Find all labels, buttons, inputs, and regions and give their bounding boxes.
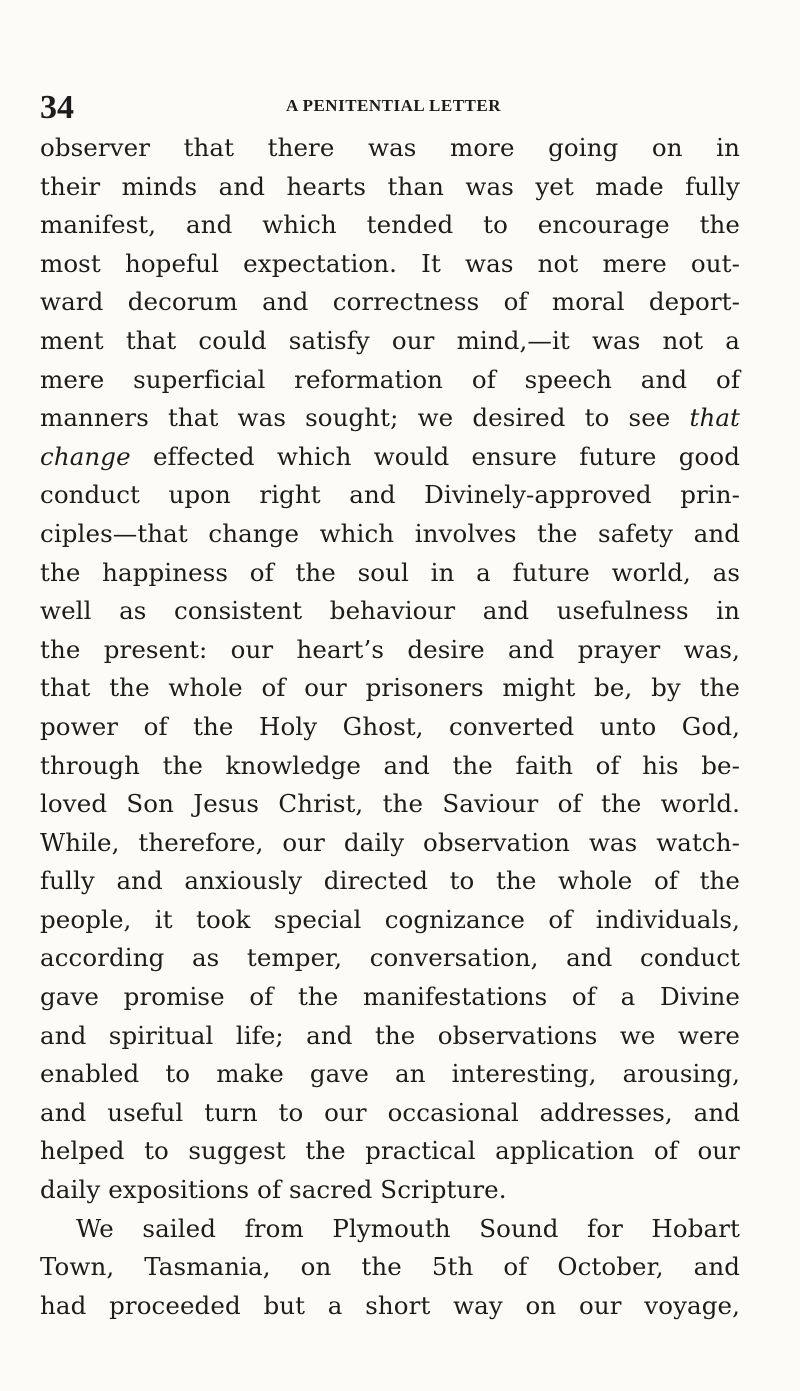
text-line: While, therefore, our daily observation was watch- bbox=[40, 827, 740, 857]
text-line: that the whole of our prisoners might be, by the bbox=[40, 673, 740, 703]
text-line: well as consistent behaviour and usefulness in bbox=[40, 596, 740, 626]
text-line: observer that there was more going on in bbox=[40, 133, 740, 162]
italic-word: that bbox=[689, 403, 740, 433]
text-line: and useful turn to our occasional addresses, and bbox=[40, 1097, 740, 1127]
text-line: had proceeded but a short way on our voyage, bbox=[40, 1290, 740, 1320]
text-line: Town, Tasmania, on the 5th of October, and bbox=[40, 1252, 740, 1282]
text-line: their minds and hearts than was yet made fully bbox=[40, 171, 740, 201]
text-line: manifest, and which tended to encourage the bbox=[40, 210, 740, 240]
text-line: loved Son Jesus Christ, the Saviour of the world. bbox=[40, 789, 740, 819]
body-text bbox=[40, 129, 740, 1325]
text-line: power of the Holy Ghost, converted unto God, bbox=[40, 711, 740, 741]
text-line: We sailed from Plymouth Sound for Hobart bbox=[76, 1213, 740, 1243]
text-line: the happiness of the soul in a future world, as bbox=[40, 557, 740, 587]
text-line: mere superficial reformation of speech and of bbox=[40, 364, 740, 394]
text-fragment: effected which would ensure future good bbox=[152, 441, 741, 471]
text-line: ward decorum and correctness of moral deport- bbox=[40, 287, 740, 317]
text-line: ciples—that change which involves the safety and bbox=[40, 518, 740, 548]
text-line: daily expositions of sacred Scripture. bbox=[40, 1175, 507, 1205]
italic-word: change bbox=[40, 441, 131, 471]
text-line: according as temper, conversation, and conduct bbox=[40, 943, 740, 973]
page-number: 34 bbox=[40, 89, 74, 126]
text-line: gave promise of the manifestations of a Divine bbox=[40, 982, 740, 1012]
text-line: conduct upon right and Divinely-approved prin- bbox=[40, 480, 740, 510]
text-line: ment that could satisfy our mind,—it was not a bbox=[40, 325, 740, 355]
text-line: most hopeful expectation. It was not mere out- bbox=[40, 248, 740, 278]
running-head: A PENITENTIAL LETTER bbox=[286, 96, 502, 115]
text-line: people, it took special cognizance of individuals, bbox=[40, 904, 740, 934]
text-line: fully and anxiously directed to the whole of the bbox=[40, 866, 740, 896]
page-header bbox=[40, 88, 760, 128]
text-line: through the knowledge and the faith of his be- bbox=[40, 750, 740, 780]
text-fragment: manners that was sought; we desired to see bbox=[40, 403, 671, 433]
text-line-with-italic bbox=[40, 438, 740, 477]
text-line: the present: our heart’s desire and prayer was, bbox=[40, 634, 740, 664]
text-line: and spiritual life; and the observations we were bbox=[40, 1020, 740, 1050]
text-line: helped to suggest the practical application of our bbox=[40, 1136, 740, 1166]
text-line: enabled to make gave an interesting, arousing, bbox=[40, 1059, 740, 1089]
text-line-with-italic bbox=[40, 399, 740, 438]
